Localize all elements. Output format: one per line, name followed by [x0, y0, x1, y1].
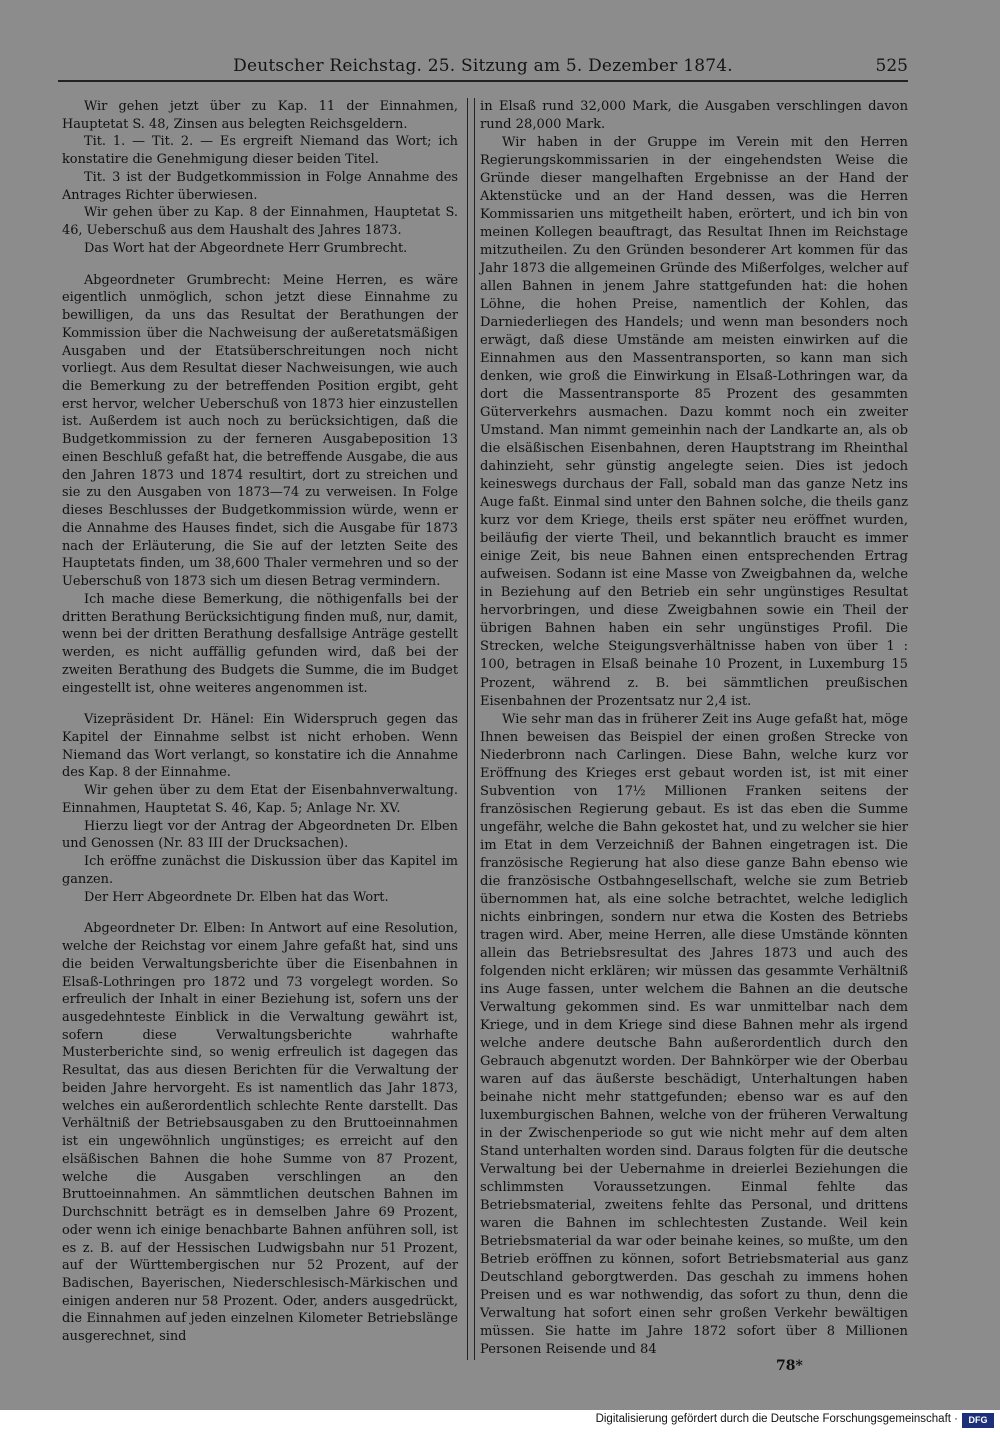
paragraph: in Elsaß rund 32,000 Mark, die Ausgaben verschlingen davon rund 28,000 Mark. — [480, 99, 908, 133]
dfg-logo-icon: DFG — [962, 1413, 994, 1428]
speech-grumbrecht: Abgeordneter Grumbrecht: Meine Herren, es wäre eigentlich unmöglich, schon jetzt diese Einnahme zu bewilligen, da uns das Resultat der Berathungen der Kommission über die Nachweisung der außeretatsmäßigen Ausgaben und der Etatsüberschreitungen noch nicht vorliegt. Aus dem Resultat dieser Nachweisungen, wie auch die Bemerkung zu der betreffenden Position ergibt, geht erst hervor, welcher Ueberschuß von 1873 hier einzustellen ist. Außerdem ist auch noch zu berücksichtigen, daß die Budgetkommission zu der ferneren Ausgabeposition 13 einen Beschluß gefaßt hat, die betreffende Ausgabe, die aus den Jahren 1873 und 1874 resultirt, dort zu streichen und sie zu den Ausgaben von 1873—74 zu verweisen. In Folge dieses Beschlusses der Budgetkommission würde, wenn er die Annahme des Hauses findet, sich die Ausgabe für 1873 nach der Erläuterung, die Sie auf der letzten Seite des Hauptetats finden, um 38,600 Thaler vermehren und so der Ueberschuß von 1873 sich um diesen Betrag vermindern. — [62, 272, 458, 590]
header-title: Deutscher Reichstag. 25. Sitzung am 5. Dezember 1874. — [233, 56, 733, 76]
paragraph: Das Wort hat der Abgeordnete Herr Grumbrecht. — [84, 240, 408, 256]
paragraph: Ich eröffne zunächst die Diskussion über das Kapitel im ganzen. — [62, 854, 458, 887]
left-column — [62, 98, 458, 1346]
paragraph: Wir haben in der Gruppe im Verein mit den Herren Regierungskommissarien in der eingehendsten Weise die Gründe dieser mangelhaften Ergebnisse an der Hand der Aktenstücke und an der Hand dessen, was die Herren Kommissarien uns mitgetheilt haben, erörtert, und ich bin von meinen Kollegen beauftragt, das Resultat Ihnen im Reichstage mitzutheilen. Zu den Gründen besonderer Art kommen für das Jahr 1873 die allgemeinen Gründe des Mißerfolges, welcher auf allen Bahnen in jenem Jahre stattgefunden hat: die hohen Löhne, die hohen Preise, namentlich der Kohlen, das Darniederliegen des Handels; und wenn man besonders noch erwägt, daß diese Umstände am meisten einwirken auf die Einnahmen aus den Massentransporten, so kann man sich denken, wie groß die Einwirkung in Elsaß-Lothringen war, da dort die Massentransporte 85 Prozent des gesammten Güterverkehrs ausmachen. Dazu kommt noch ein zweiter Umstand. Man nimmt gemeinhin nach der Landkarte an, als ob die elsäßischen Eisenbahnen, deren Hauptstrang im Rheinthal dahinzieht, sehr günstig angelegte seien. Dies ist jedoch keineswegs durchaus der Fall, sobald man das ganze Netz ins Auge faßt. Einmal sind unter den Bahnen solche, die theils ganz kurz vor dem Kriege, theils erst später neu eröffnet wurden, beiläufig der vierte Theil, und bekanntlich braucht es immer einige Zeit, bis neue Bahnen einen entsprechenden Ertrag aufweisen. Sodann ist eine Masse von Zweigbahnen da, welche in Beziehung auf den Betrieb ein sehr ungünstiges Resultat hervorbringen, und diese Zweigbahnen sowie ein Theil der übrigen Bahnen haben ein sehr ungünstiges Profil. Die Strecken, welche Steigungsverhältnisse haben von über 1 : 100, betragen in Elsaß beinahe 10 Prozent, in Luxemburg 15 Prozent, während z. B. bei sämmtlichen preußischen Eisenbahnen der Prozentsatz nur 2,4 ist. — [480, 135, 908, 709]
paragraph: Tit. 1. — Tit. 2. — Es ergreift Niemand das Wort; ich konstatire die Genehmigung dieser beiden Titel. — [62, 134, 458, 168]
paragraph: Wir gehen über zu Kap. 8 der Einnahmen, Hauptetat S. 46, Ueberschuß aus dem Haushalt des Jahres 1873. — [62, 205, 458, 239]
footer-bar — [0, 1410, 1000, 1432]
paragraph: Der Herr Abgeordnete Dr. Elben hat das Wort. — [84, 889, 389, 905]
paragraph: Wir gehen jetzt über zu Kap. 11 der Einnahmen, Hauptetat S. 48, Zinsen aus belegten Reichsgeldern. — [62, 99, 458, 132]
signature-mark: 78* — [776, 1358, 803, 1374]
column-divider — [467, 98, 475, 1360]
paragraph: Ich mache diese Bemerkung, die nöthigenfalls bei der dritten Berathung Berücksichtigung finden muß, nur, damit, wenn bei der dritten Berathung desfallsige Anträge gestellt werden, es nicht auffällig gefunden wird, daß bei der zweiten Berathung des Budgets die Summe, die im Budget eingestellt ist, ohne weiteres angenommen ist. — [62, 591, 458, 696]
paragraph: Hierzu liegt vor der Antrag der Abgeordneten Dr. Elben und Genossen (Nr. 83 III der Drucksachen). — [62, 818, 458, 852]
header-rule — [58, 80, 908, 82]
paragraph: Wie sehr man das in früherer Zeit ins Auge gefaßt hat, möge Ihnen beweisen das Beispiel der einen großen Strecke von Niederbronn nach Carlingen. Diese Bahn, welche kurz vor Eröffnung des Krieges erst gebaut worden ist, ist mit einer Subvention von 17½ Millionen Franken seitens der französischen Regierung gebaut. Es ist das eben die Summe ungefähr, welche die Bahn gekostet hat, und zu welcher sie hier im Etat in dem Verzeichniß der Bahnen eingetragen ist. Die französische Regierung hat also diese ganze Bahn ebenso wie die französische Ostbahngesellschaft, welche sie zum Betrieb übernommen hat, als eine solche betrachtet, welche lediglich nichts einbringen, sondern nur etwa die Kosten des Betriebs tragen wird. Aber, meine Herren, alle diese Umstände könnten allein das Betriebsresultat des Jahres 1873 und auch des folgenden nicht erklären; wir müssen das gesammte Verhältniß ins Auge fassen, unter welchem die Bahnen an die deutsche Verwaltung gekommen sind. Es war unmittelbar nach dem Kriege, und in dem Kriege sind diese Bahnen mehr als irgend welche andere deutsche Bahn außerordentlich durch den Gebrauch abgenutzt worden. Der Bahnkörper wie der Oberbau waren auf das äußerste beschädigt, Unterhaltungen haben beinahe nicht mehr stattgefunden; ebenso war es auf den luxemburgischen Bahnen, welche von der früheren Verwaltung in der Zwischenperiode so gut wie nicht mehr auf dem alten Stand unterhalten worden sind. Daraus folgten für die deutsche Verwaltung bei der Uebernahme in dreierlei Beziehungen die schlimmsten Voraussetzungen. Einmal fehlte das Betriebsmaterial, zweitens fehlte das Personal, und drittens waren die Bahnen im schlechtesten Zustande. Weil kein Betriebsmaterial da war oder beinahe keines, so mußte, um den Betrieb eröffnen zu können, sofort Betriebsmaterial aus ganz Deutschland geborgtwerden. Das geschah zu immens hohen Preisen und es war nothwendig, das sofort zu thun, denn die Verwaltung hat sofort einen sehr großen Verkehr bewältigen müssen. Sie hatte im Jahre 1872 sofort über 8 Millionen Personen Reisende und 84 — [480, 711, 908, 1358]
paragraph: Tit. 3 ist der Budgetkommission in Folge Annahme des Antrages Richter überwiesen. — [62, 169, 458, 203]
funding-credit: Digitalisierung gefördert durch die Deutsche Forschungsgemeinschaft · — [595, 1413, 958, 1425]
right-column — [480, 98, 908, 1359]
speech-elben: Abgeordneter Dr. Elben: In Antwort auf eine Resolution, welche der Reichstag vor einem Jahre gefaßt hat, sind uns die beiden Verwaltungsberichte über die Eisenbahnen in Elsaß-Lothringen pro 1872 und 73 vorgelegt worden. So erfreulich der Inhalt in einer Beziehung ist, sofern uns der ausgedehnteste Einblick in die Verwaltung gewährt ist, sofern diese Verwaltungsberichte wahrhafte Musterberichte sind, so wenig erfreulich ist dagegen das Resultat, das aus diesen Berichten für die Verwaltung der beiden Jahre hervorgeht. Es ist namentlich das Jahr 1873, welches ein außerordentlich schlechte Rente darstellt. Das Verhältniß der Betriebsausgaben zu den Bruttoeinnahmen ist ein ungewöhnlich ungünstiges; es erreicht auf den elsäßischen Bahnen die hohe Summe von 87 Prozent, welche die Ausgaben verschlingen an den Bruttoeinnahmen. An sämmtlichen deutschen Bahnen im Durchschnitt beträgt es in demselben Jahre 69 Prozent, oder wenn ich einige benachbarte Bahnen anführen soll, ist es z. B. auf der Hessischen Ludwigsbahn nur 51 Prozent, auf der Württembergischen nur 52 Prozent, auf der Badischen, Bayerischen, Niederschlesisch-Märkischen und einigen anderen nur 58 Prozent. Oder, anders ausgedrückt, die Einnahmen auf jeden einzelnen Kilometer Betriebslänge ausgerechnet, sind — [62, 921, 458, 1345]
running-header — [58, 56, 908, 80]
paragraph: Wir gehen über zu dem Etat der Eisenbahnverwaltung. Einnahmen, Hauptetat S. 46, Kap. 5; Anlage Nr. XV. — [62, 783, 458, 816]
speech-haenel: Vizepräsident Dr. Hänel: Ein Widerspruch gegen das Kapitel der Einnahme selbst ist nicht erhoben. Wenn Niemand das Wort verlangt, so konstatire ich die Annahme des Kap. 8 der Einnahme. — [62, 712, 458, 781]
page-number: 525 — [875, 56, 908, 76]
